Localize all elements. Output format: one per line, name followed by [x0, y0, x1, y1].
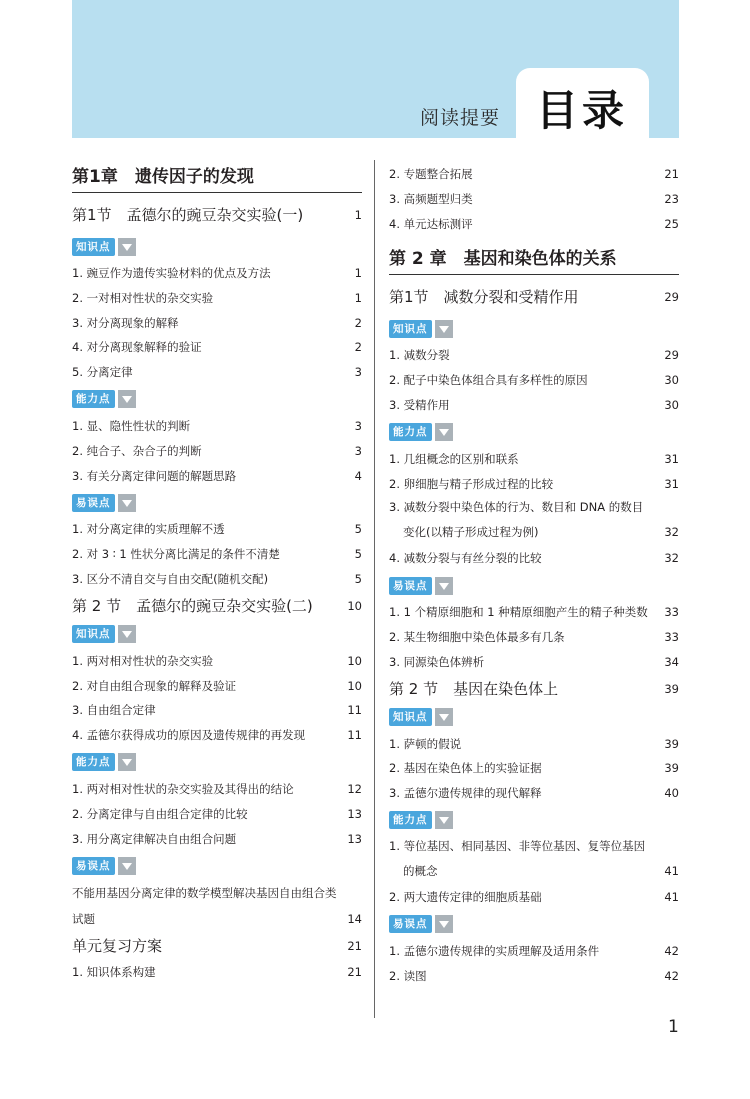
toc-item[interactable]: 2. 专题整合拓展 21 — [389, 167, 679, 181]
toc-section-title: 第1节 孟德尔的豌豆杂交实验(一) — [72, 206, 304, 224]
toc-item[interactable]: 1. 知识体系构建 21 — [72, 965, 362, 980]
toc-section-title: 单元复习方案 — [72, 937, 163, 956]
tag-row — [72, 232, 362, 261]
triangle-down-icon — [435, 320, 453, 338]
tag-row — [389, 571, 679, 600]
toc-item[interactable]: 2. 某生物细胞中染色体最多有几条 33 — [389, 629, 679, 644]
triangle-down-icon — [435, 915, 453, 933]
toc-item[interactable]: 2. 一对相对性状的杂交实验 1 — [72, 290, 362, 305]
toc-item[interactable]: 2. 对 3 ∶ 1 性状分离比满足的条件不清楚 5 — [72, 547, 362, 562]
knowledge-tag: 知识点 — [389, 320, 432, 338]
right-column — [389, 162, 679, 988]
chapter-1-heading: 第1章 遗传因子的发现 — [72, 162, 362, 193]
ability-tag: 能力点 — [389, 811, 432, 829]
chapter-2-heading: 第 2 章 基因和染色体的关系 — [389, 244, 679, 275]
toc-item-cont[interactable]: 变化(以精子形成过程为例) 32 — [403, 525, 679, 540]
toc-item[interactable]: 2. 配子中染色体组合具有多样性的原因 30 — [389, 373, 679, 388]
triangle-down-icon — [118, 238, 136, 256]
ability-tag: 能力点 — [72, 753, 115, 771]
toc-item[interactable]: 2. 对自由组合现象的解释及验证 10 — [72, 678, 362, 693]
toc-item[interactable]: 2. 读图 42 — [389, 968, 679, 983]
toc-item[interactable]: 2. 卵细胞与精子形成过程的比较 31 — [389, 476, 679, 491]
toc-item[interactable]: 4. 单元达标测评 25 — [389, 216, 679, 231]
error-tag: 易误点 — [389, 915, 432, 933]
ability-tag: 能力点 — [72, 390, 115, 408]
tag-row — [72, 488, 362, 517]
page-title: 目录 — [536, 86, 629, 135]
toc-item[interactable]: 2. 两大遗传定律的细胞质基础 41 — [389, 889, 679, 904]
left-column — [72, 162, 362, 985]
toc-page: 1 — [354, 208, 362, 222]
toc-section[interactable] — [72, 592, 362, 620]
error-tag: 易误点 — [72, 494, 115, 512]
toc-item[interactable]: 不能用基因分离定律的数学模型解决基因自由组合类 — [72, 886, 337, 901]
toc-page: 29 — [664, 290, 679, 305]
knowledge-tag: 知识点 — [72, 625, 115, 643]
toc-item[interactable]: 1. 几组概念的区别和联系 31 — [389, 451, 679, 466]
knowledge-tag: 知识点 — [72, 238, 115, 256]
toc-item[interactable]: 3. 区分不清自交与自由交配(随机交配) 5 — [72, 571, 362, 586]
triangle-down-icon — [118, 390, 136, 408]
toc-section[interactable] — [389, 281, 679, 314]
toc-item[interactable]: 5. 分离定律 3 — [72, 365, 362, 380]
triangle-down-icon — [435, 708, 453, 726]
triangle-down-icon — [118, 753, 136, 771]
tag-row — [389, 418, 679, 447]
toc-item[interactable]: 3. 高频题型归类 23 — [389, 191, 679, 206]
toc-section[interactable] — [72, 199, 362, 232]
knowledge-tag: 知识点 — [389, 708, 432, 726]
toc-item[interactable]: 3. 减数分裂中染色体的行为、数目和 DNA 的数目 — [389, 500, 644, 515]
toc-section[interactable] — [72, 932, 362, 960]
toc-item-cont[interactable]: 试题 14 — [72, 912, 362, 927]
toc-item[interactable]: 4. 减数分裂与有丝分裂的比较 32 — [389, 551, 679, 566]
toc-item[interactable]: 1. 等位基因、相同基因、非等位基因、复等位基因 — [389, 838, 646, 853]
tag-row — [389, 806, 679, 835]
toc-item-cont[interactable]: 的概念 41 — [403, 863, 679, 878]
toc-item[interactable]: 3. 自由组合定律 11 — [72, 703, 362, 718]
tag-row — [389, 703, 679, 732]
triangle-down-icon — [118, 625, 136, 643]
header-subtitle: 阅读提要 — [420, 107, 501, 129]
toc-item[interactable]: 2. 分离定律与自由组合定律的比较 13 — [72, 806, 362, 821]
toc-item[interactable]: 1. 萨顿的假说 39 — [389, 736, 679, 751]
toc-item[interactable]: 2. 纯合子、杂合子的判断 3 — [72, 443, 362, 458]
toc-item[interactable]: 3. 用分离定律解决自由组合问题 13 — [72, 831, 362, 846]
tag-row — [389, 910, 679, 939]
triangle-down-icon — [118, 494, 136, 512]
toc-page: 39 — [664, 681, 679, 696]
toc-page: 10 — [347, 598, 362, 613]
toc-item[interactable]: 3. 受精作用 30 — [389, 397, 679, 412]
toc-item[interactable]: 1. 孟德尔遗传规律的实质理解及适用条件 42 — [389, 943, 679, 958]
toc-item[interactable]: 3. 对分离现象的解释 2 — [72, 315, 362, 330]
toc-item[interactable]: 1. 两对相对性状的杂交实验 10 — [72, 653, 362, 668]
toc-item[interactable]: 4. 对分离现象解释的验证 2 — [72, 340, 362, 355]
toc-item[interactable]: 1. 1 个精原细胞和 1 种精原细胞产生的精子种类数 33 — [389, 605, 679, 620]
toc-section-title: 第 2 节 基因在染色体上 — [389, 679, 559, 698]
toc-item[interactable]: 1. 减数分裂 29 — [389, 348, 679, 363]
error-tag: 易误点 — [389, 577, 432, 595]
toc-section-title: 第1节 减数分裂和受精作用 — [389, 288, 579, 307]
tag-row — [72, 620, 362, 649]
error-tag: 易误点 — [72, 857, 115, 875]
toc-item[interactable]: 4. 孟德尔获得成功的原因及遗传规律的再发现 11 — [72, 728, 362, 743]
page-number: 1 — [668, 1017, 679, 1037]
toc-section[interactable] — [389, 675, 679, 703]
column-divider — [374, 160, 375, 1018]
tag-row — [72, 748, 362, 777]
toc-item[interactable]: 3. 孟德尔遗传规律的现代解释 40 — [389, 786, 679, 801]
toc-page: 21 — [347, 939, 362, 954]
toc-item[interactable]: 3. 同源染色体辨析 34 — [389, 654, 679, 669]
tag-row — [389, 314, 679, 343]
ability-tag: 能力点 — [389, 423, 432, 441]
tag-row — [72, 851, 362, 880]
toc-item[interactable]: 1. 豌豆作为遗传实验材料的优点及方法 1 — [72, 266, 362, 280]
toc-item[interactable]: 1. 两对相对性状的杂交实验及其得出的结论 12 — [72, 781, 362, 796]
triangle-down-icon — [435, 423, 453, 441]
toc-item[interactable]: 1. 显、隐性性状的判断 3 — [72, 418, 362, 433]
toc-section-title: 第 2 节 孟德尔的豌豆杂交实验(二) — [72, 596, 313, 615]
tag-row — [72, 385, 362, 414]
toc-item[interactable]: 1. 对分离定律的实质理解不透 5 — [72, 522, 362, 537]
toc-item[interactable]: 3. 有关分离定律问题的解题思路 4 — [72, 468, 362, 483]
toc-item[interactable]: 2. 基因在染色体上的实验证据 39 — [389, 761, 679, 776]
triangle-down-icon — [118, 857, 136, 875]
triangle-down-icon — [435, 577, 453, 595]
triangle-down-icon — [435, 811, 453, 829]
